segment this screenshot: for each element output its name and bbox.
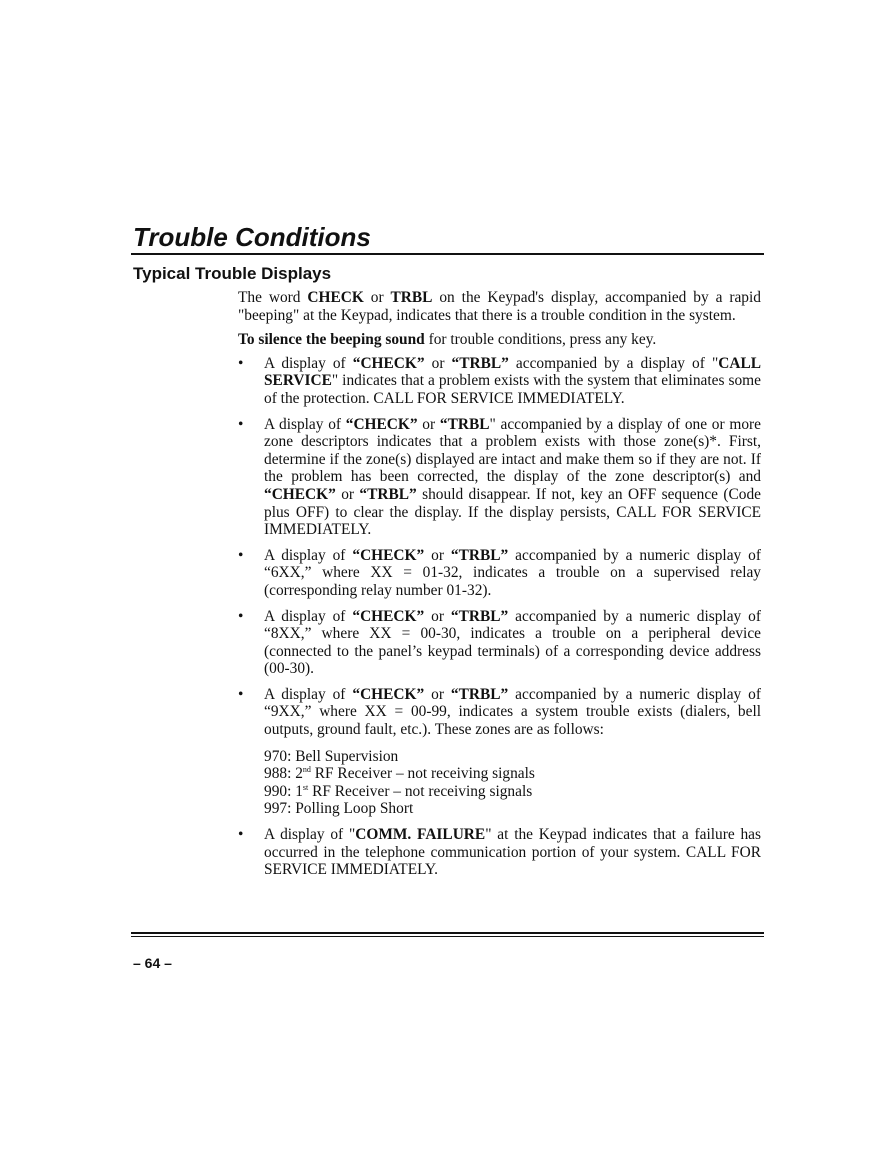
zone-code <box>264 765 761 783</box>
item-or: or <box>424 685 451 703</box>
item-bold: CALL SERVICE <box>264 354 761 390</box>
item-text: A display of " <box>264 826 356 844</box>
item-trbl: “TRBL” <box>359 485 417 503</box>
zone-code-list <box>264 748 761 818</box>
code-text: RF Receiver – not receiving signals <box>308 782 533 800</box>
page-number: – 64 – <box>133 955 172 971</box>
body-text <box>238 289 761 887</box>
silence-text: for trouble conditions, press any key. <box>424 331 657 349</box>
bullet-icon: • <box>238 607 244 625</box>
item-trbl: “TRBL” <box>450 546 509 564</box>
zone-code <box>264 800 761 818</box>
intro-text-1: The word <box>238 289 308 306</box>
code-ordinal: st <box>302 782 309 792</box>
item-text: " at the Keypad indicates that a failure has occurred in the telephone communication portion of your system. CALL FOR SERVICE IMMEDIATELY. <box>264 826 761 879</box>
item-text: A display of <box>264 354 353 372</box>
list-item <box>238 416 761 539</box>
zone-code <box>264 748 761 766</box>
item-text: accompanied by a numeric display of “8XX,” where XX = 00-30, indicates a trouble on a peripheral device (connected to the panel’s keypad terminals) of a corresponding device address (00-30). <box>264 607 761 678</box>
bullet-icon: • <box>238 826 244 844</box>
bullet-icon: • <box>238 354 244 372</box>
code-text: 990: 1 <box>264 782 303 800</box>
item-text: A display of <box>264 607 353 625</box>
item-text: A display of <box>264 546 353 564</box>
list-item <box>238 608 761 678</box>
item-trbl: “TRBL” <box>450 607 509 625</box>
item-text: should disappear. If not, key an OFF sequence (Code plus OFF) to clear the display. If the display persists, CALL FOR SERVICE IMMEDIATELY. <box>264 485 761 539</box>
silence-paragraph <box>238 331 761 349</box>
code-text: 988: 2 <box>264 765 303 783</box>
item-trbl: “TRBL <box>439 415 490 433</box>
item-text: accompanied by a display of " <box>508 354 719 372</box>
intro-trbl: TRBL <box>390 289 433 306</box>
item-text: A display of <box>264 415 346 433</box>
item-check: “CHECK” <box>352 607 425 625</box>
list-item <box>238 686 761 818</box>
list-item <box>238 826 761 879</box>
footer-rule-thin <box>131 936 764 937</box>
code-ordinal: nd <box>302 765 311 775</box>
list-item <box>238 355 761 408</box>
item-check: “CHECK” <box>264 485 336 503</box>
section-heading: Typical Trouble Displays <box>133 264 332 283</box>
item-check: “CHECK” <box>345 415 418 433</box>
intro-check: CHECK <box>307 289 364 306</box>
item-check: “CHECK” <box>352 354 425 372</box>
item-or: or <box>424 607 451 625</box>
footer-rule <box>131 932 764 934</box>
item-or: or <box>424 354 452 372</box>
item-or: or <box>335 485 360 503</box>
bullet-icon: • <box>238 685 244 703</box>
list-item <box>238 547 761 600</box>
item-trbl: “TRBL” <box>450 685 509 703</box>
zone-code <box>264 783 761 801</box>
trouble-list <box>238 355 761 879</box>
intro-paragraph <box>238 289 761 324</box>
item-or: or <box>417 415 440 433</box>
code-text: 997: Polling Loop Short <box>264 800 414 818</box>
item-or: or <box>424 546 451 564</box>
item-trbl: “TRBL” <box>451 354 509 372</box>
item-text: accompanied by a numeric display of “6XX,” where XX = 01-32, indicates a trouble on a supervised relay (corresponding relay number 01-32). <box>264 546 761 599</box>
code-text: 970: Bell Supervision <box>264 747 399 765</box>
item-bold: COMM. FAILURE <box>355 826 486 844</box>
silence-bold: To silence the beeping sound <box>238 331 425 349</box>
title-rule <box>131 253 764 255</box>
bullet-icon: • <box>238 415 244 433</box>
intro-or: or <box>363 289 391 306</box>
code-text: RF Receiver – not receiving signals <box>310 765 535 783</box>
item-text: " indicates that a problem exists with the system that eliminates some of the protection. CALL FOR SERVICE IMMEDIATELY. <box>264 372 761 407</box>
item-check: “CHECK” <box>352 546 425 564</box>
item-text: " accompanied by a display of one or more zone descriptors indicates that a problem exists with those zone(s)*. First, determine if the zone(s) displayed are intact and make them so if they are not. If the problem has been corrected, the display of the zone descriptor(s) and <box>264 415 761 486</box>
bullet-icon: • <box>238 546 244 564</box>
item-text: accompanied by a numeric display of “9XX,” where XX = 00-99, indicates a system trouble exists (dialers, bell outputs, ground fault, etc.). These zones are as follows: <box>264 685 761 739</box>
item-text: A display of <box>264 685 353 703</box>
page-title: Trouble Conditions <box>133 222 371 252</box>
intro-text-2: on the Keypad's display, accompanied by a rapid "beeping" at the Keypad, indicates that there is a trouble condition in the system. <box>238 289 761 324</box>
item-check: “CHECK” <box>352 685 425 703</box>
